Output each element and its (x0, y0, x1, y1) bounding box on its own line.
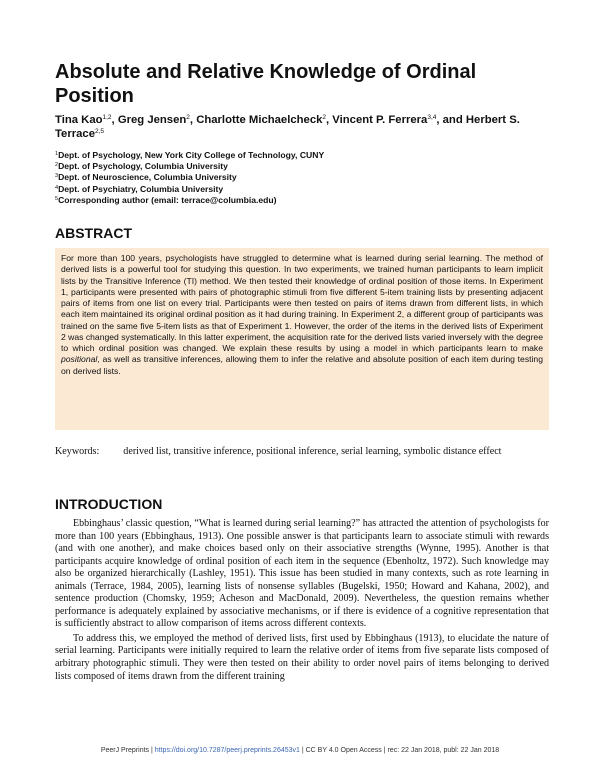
author-affiliation-marker: 2,5 (95, 128, 105, 135)
author-affiliation-marker: 2 (322, 114, 327, 121)
author: Herbert S. Terrace$^{2,5}$ (55, 114, 520, 140)
affiliation-list (55, 150, 555, 206)
doi-link[interactable]: https://doi.org/10.7287/peerj.preprints.26453v1 (154, 747, 300, 754)
author-affiliation-marker: 3,4 (427, 114, 437, 121)
paper-title: Absolute and Relative Knowledge of Ordinal Position (55, 61, 477, 107)
footer-suffix: | CC BY 4.0 Open Access | rec: 22 Jan 2018, publ: 22 Jan 2018 (299, 747, 500, 754)
introduction-body (55, 518, 549, 683)
affiliation: $^1$Dept. of Psychology, New York City College of Technology, CUNY (55, 150, 325, 160)
abstract-emphasis: positional (61, 354, 98, 365)
preprint-footer (0, 746, 600, 755)
author: Greg Jensen$^2$, (117, 114, 197, 126)
author: Tina Kao$^{1,2}$, (55, 114, 118, 126)
affiliation: $^5$Corresponding author (email: terrace@columbia.edu) (55, 194, 277, 205)
abstract-box (55, 248, 549, 430)
author: Charlotte Michaelcheck$^2$, (196, 114, 333, 126)
keywords (55, 446, 549, 459)
affiliation: $^3$Dept. of Neuroscience, Columbia University (55, 172, 237, 183)
introduction-paragraph: To address this, we employed the method of derived lists, first used by Ebbinghaus (1913), to elucidate the nature of serial learning. Participants were initially required to learn the relative order of items from five separate lists composed of arbitrary photographic stimuli. They were then tested on their ability to order novel pairs of items belonging to derived lists composed of items drawn from the different training (55, 632, 549, 682)
affiliation: $^4$Dept. of Psychiatry, Columbia University (55, 183, 224, 194)
introduction-heading: INTRODUCTION (55, 496, 163, 512)
author-affiliation-marker: 2 (186, 114, 190, 121)
introduction-paragraph: Ebbinghaus’ classic question, “What is learned during serial learning?” has attracted the attention of psychologists for more than 100 years (Ebbinghaus, 1913). One possible answer is that participants learn to associate stimuli with rewards (and with one another), and make choices based only on their associative strengths (Wynne, 1995). Another is that participants acquire knowledge of ordinal position of each item in the sequence (Ebenholtz, 1972). Such knowledge may also be organized hierarchically (Lashley, 1951). This issue has been studied in many contexts, such as rote learning in animals (Terrace, 1984, 2005), learning lists of nonsense syllables (Bugelski, 1950; Howard and Kahana, 2002), and sentence production (Chomsky, 1959; Acheson and MacDonald, 2009). Nevertheless, the question remains whether performance is adequately explained by associative mechanisms, or if there is evidence of a cognitive representation that is sufficiently abstract to allow comparison of items across different contexts. (55, 518, 549, 630)
abstract-heading: ABSTRACT (55, 225, 132, 241)
affiliation: $^2$Dept. of Psychology, Columbia University (55, 161, 228, 172)
author: Vincent P. Ferrera$^{3,4}$, and (332, 114, 466, 126)
abstract-text: For more than 100 years, psychologists have struggled to determine what is learned during serial learning. The method of derived lists is a powerful tool for studying this question. In two experiments, we trained human participants to learn implicit lists by the Transitive Inference (TI) method. We then tested their knowledge of ordinal position of those items. In Experiment 1, participants were presented with pairs of photographic stimuli from five different 5-item training lists by presenting adjacent pairs of items from one list on every trial. Participants were then tested on pairs of items drawn from different lists, in which each item maintained its original ordinal position as it had during training. In Experiment 2, a different group of participants was trained on the same five 5-item lists as that of Experiment 1. However, the order of the items in the derived lists of Experiment 2 was changed systematically. In this latter experiment, the acquisition rate for the derived lists varied inversely with the degree to which ordinal position was changed. We explain these results by using a model in which participants learn to make positional, as well as transitive inferences, allowing them to infer the relative and absolute position of each item during testing on derived lists. (61, 253, 543, 376)
author-affiliation-marker: 1,2 (102, 114, 112, 121)
keywords-text: derived list, transitive inference, positional inference, serial learning, symbolic distance effect (123, 446, 502, 457)
keywords-label: Keywords: (55, 446, 100, 457)
footer-prefix: PeerJ Preprints | (100, 747, 155, 754)
author-list (55, 113, 555, 141)
